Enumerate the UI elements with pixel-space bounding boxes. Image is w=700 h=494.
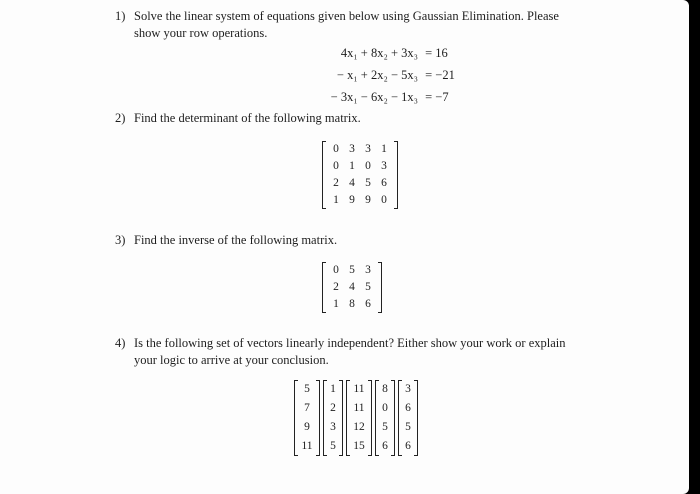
- right-bracket: [391, 380, 395, 456]
- question-4-number: 4): [115, 336, 126, 350]
- vector-entry: 11: [301, 440, 313, 452]
- right-bracket: [378, 262, 382, 313]
- matrix-cell: 8: [349, 298, 355, 310]
- equation-row: [312, 42, 455, 64]
- question-1-line-1: Solve the linear system of equations given below using Gaussian Elimination. Please: [134, 9, 559, 23]
- vector-entry: 15: [353, 440, 365, 452]
- matrix-cell: 0: [333, 160, 339, 172]
- equation-row: [312, 64, 455, 86]
- inverse-matrix: [322, 262, 382, 313]
- matrix-cell: 2: [333, 281, 339, 293]
- vector-entry: 5: [382, 421, 388, 433]
- right-bracket: [339, 380, 343, 456]
- vector-entry: 5: [304, 383, 310, 395]
- vector-entry: 3: [405, 383, 411, 395]
- matrix-grid: [326, 262, 378, 313]
- matrix-cell: 3: [381, 160, 387, 172]
- vector-entry: 5: [405, 421, 411, 433]
- matrix-cell: 2: [333, 177, 339, 189]
- question-2-line-1: Find the determinant of the following matrix.: [134, 111, 361, 125]
- equation-rhs: = 16: [425, 46, 448, 60]
- matrix-cell: 0: [381, 194, 387, 206]
- matrix-cell: 5: [365, 177, 371, 189]
- question-1-text: [134, 8, 559, 42]
- question-4-line-1: Is the following set of vectors linearly independent? Either show your work or explain: [134, 336, 566, 350]
- screen-edge: [689, 0, 700, 494]
- matrix-cell: 6: [365, 298, 371, 310]
- determinant-matrix: [322, 141, 398, 209]
- equation-lhs: − x₁ + 2x₂ − 5x₃: [336, 68, 418, 82]
- column-vector: [294, 380, 320, 456]
- vector-entry: 1: [330, 383, 336, 395]
- vector-entry: 3: [330, 421, 336, 433]
- vector-entries: [379, 380, 391, 456]
- matrix-cell: 1: [349, 160, 355, 172]
- vector-entry: 11: [353, 383, 365, 395]
- vector-entries: [327, 380, 339, 456]
- matrix-cell: 3: [365, 143, 371, 155]
- vector-entries: [298, 380, 316, 456]
- vector-entries: [402, 380, 414, 456]
- vector-entry: 6: [382, 440, 388, 452]
- matrix-cell: 1: [333, 194, 339, 206]
- matrix-cell: 3: [365, 264, 371, 276]
- column-vector: [346, 380, 372, 456]
- right-bracket: [414, 380, 418, 456]
- question-1-line-2: show your row operations.: [134, 26, 268, 40]
- vector-entries: [350, 380, 368, 456]
- matrix-cell: 5: [365, 281, 371, 293]
- matrix-cell: 1: [381, 143, 387, 155]
- vector-entry: 0: [382, 402, 388, 414]
- equation-row: [312, 86, 455, 108]
- matrix-cell: 9: [365, 194, 371, 206]
- question-3-number: 3): [115, 233, 126, 247]
- column-vector: [323, 380, 343, 456]
- vector-entry: 5: [330, 440, 336, 452]
- right-bracket: [316, 380, 320, 456]
- matrix-cell: 5: [349, 264, 355, 276]
- vector-entry: 11: [353, 402, 365, 414]
- vector-entry: 8: [382, 383, 388, 395]
- right-bracket: [394, 141, 398, 209]
- matrix-cell: 4: [349, 281, 355, 293]
- matrix-cell: 4: [349, 177, 355, 189]
- matrix-cell: 1: [333, 298, 339, 310]
- right-bracket: [368, 380, 372, 456]
- matrix-grid: [326, 141, 394, 209]
- matrix-cell: 9: [349, 194, 355, 206]
- question-4-text: [134, 335, 565, 369]
- equation-lhs: 4x₁ + 8x₂ + 3x₃: [340, 46, 418, 60]
- equation-system: [312, 42, 455, 108]
- column-vector: [398, 380, 418, 456]
- equation-rhs: = −21: [425, 68, 455, 82]
- vector-entry: 6: [405, 402, 411, 414]
- vector-entry: 7: [304, 402, 310, 414]
- question-3-text: [134, 232, 337, 249]
- question-1-number: 1): [115, 9, 126, 23]
- matrix-cell: 3: [349, 143, 355, 155]
- matrix-cell: 0: [365, 160, 371, 172]
- equation-lhs: − 3x₁ − 6x₂ − 1x₃: [330, 90, 418, 104]
- vector-entry: 6: [405, 440, 411, 452]
- matrix-cell: 6: [381, 177, 387, 189]
- matrix-cell: 0: [333, 143, 339, 155]
- vector-entry: 9: [304, 421, 310, 433]
- question-2-number: 2): [115, 111, 126, 125]
- question-4-line-2: your logic to arrive at your conclusion.: [134, 353, 329, 367]
- question-2-text: [134, 110, 361, 127]
- column-vector: [375, 380, 395, 456]
- equation-rhs: = −7: [425, 90, 449, 104]
- vector-entry: 2: [330, 402, 336, 414]
- vector-entry: 12: [353, 421, 365, 433]
- matrix-cell: 0: [333, 264, 339, 276]
- question-3-line-1: Find the inverse of the following matrix.: [134, 233, 338, 247]
- vector-set: [294, 380, 418, 456]
